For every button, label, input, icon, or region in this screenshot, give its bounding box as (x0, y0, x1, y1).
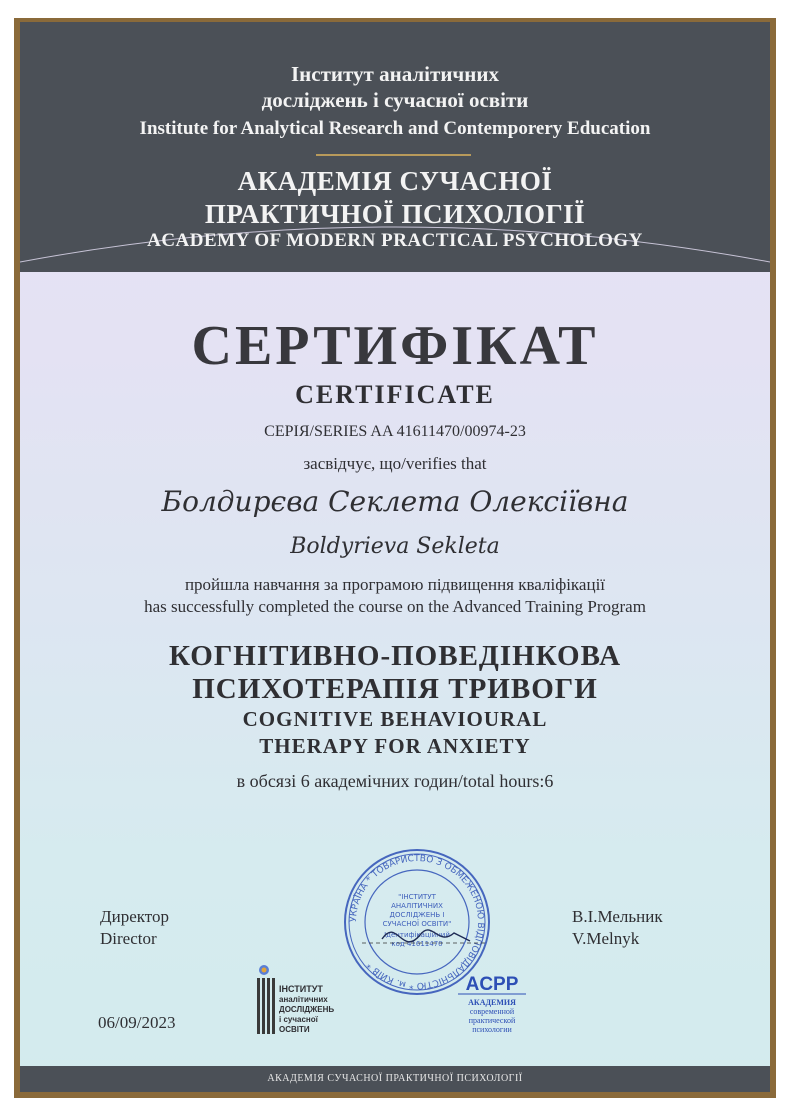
gold-divider (316, 154, 471, 156)
logo-institute-line1: ІНСТИТУТ (279, 984, 323, 994)
acpp-line1: АКАДЕМИЯ (468, 998, 516, 1007)
certificate-title-en: CERTIFICATE (295, 380, 495, 409)
academy-name-en: ACADEMY OF MODERN PRACTICAL PSYCHOLOGY (147, 230, 643, 251)
course-title-en-2: THERAPY FOR ANXIETY (259, 734, 531, 758)
acpp-line4: психологии (472, 1025, 512, 1034)
director-name (572, 906, 663, 950)
director-label-ua: Директор (100, 907, 169, 926)
director-name-en: V.Melnyk (572, 929, 640, 948)
logo-institute-line4: і сучасної (279, 1015, 318, 1024)
stamp-inner-4: СУЧАСНОЇ ОСВІТИ" (382, 920, 452, 928)
academy-name-ua-2: ПРАКТИЧНОЇ ПСИХОЛОГІЇ (204, 199, 586, 229)
stamp-inner-3: ДОСЛІДЖЕНЬ І (389, 911, 445, 919)
completed-text-en: has successfully completed the course on the Advanced Training Program (144, 597, 646, 616)
institute-name-ua-2: досліджень і сучасної освіти (261, 88, 529, 112)
hours-text: в обсязі 6 академічних годин/total hours:6 (236, 771, 554, 791)
academy-name-ua-1: АКАДЕМІЯ СУЧАСНОЇ (237, 166, 553, 196)
director-label (100, 906, 169, 950)
verifies-text: засвідчує, що/verifies that (303, 454, 487, 473)
stamp-ring-text: УКРАЇНА * ТОВАРИСТВО З ОБМЕЖЕНОЮ ВІДПОВІДАЛЬНІСТЮ * м. КИЇВ * (348, 853, 486, 991)
certificate-title-ua: СЕРТИФІКАТ (191, 315, 599, 377)
institute-logo (254, 962, 364, 1042)
logo-institute-line2: аналітичних (279, 995, 328, 1004)
course-title-en-1: COGNITIVE BEHAVIOURAL (242, 707, 548, 731)
logo-institute-line5: ОСВІТИ (279, 1025, 310, 1034)
stamp-inner-1: "ІНСТИТУТ (398, 893, 436, 901)
issue-date: 06/09/2023 (98, 1013, 176, 1032)
certificate-series: СЕРІЯ/SERIES AA 41611470/00974-23 (264, 423, 526, 440)
institute-name-ua-1: Інститут аналітичних (291, 62, 499, 86)
stamp-inner-2: АНАЛІТИЧНИХ (391, 902, 443, 910)
director-label-en: Director (100, 929, 157, 948)
certificate-paper (20, 22, 770, 1092)
acpp-abbr: ACPP (465, 974, 519, 995)
stamp-inner-5: Ідентифікаційний (384, 931, 450, 939)
recipient-name-en: Boldyrieva Sekleta (290, 534, 500, 559)
course-title-ua-1: КОГНІТИВНО-ПОВЕДІНКОВА (168, 640, 622, 672)
course-title-ua-2: ПСИХОТЕРАПІЯ ТРИВОГИ (192, 673, 598, 705)
logo-institute-line3: ДОСЛІДЖЕНЬ (279, 1005, 335, 1014)
director-name-ua: В.І.Мельник (572, 907, 663, 926)
acpp-logo (452, 972, 532, 1040)
acpp-line2: современной (469, 1007, 515, 1016)
recipient-name-ua: Болдирєва Секлета Олексіївна (161, 485, 629, 518)
institute-name-en: Institute for Analytical Research and Contemporery Education (139, 118, 651, 139)
stamp-inner-6: код 41611470 (391, 940, 443, 948)
acpp-line3: практической (468, 1016, 516, 1025)
footer-band: АКАДЕМІЯ СУЧАСНОЇ ПРАКТИЧНОЇ ПСИХОЛОГІЇ (20, 1066, 770, 1092)
completed-text-ua: пройшла навчання за програмою підвищення кваліфікації (184, 575, 606, 594)
